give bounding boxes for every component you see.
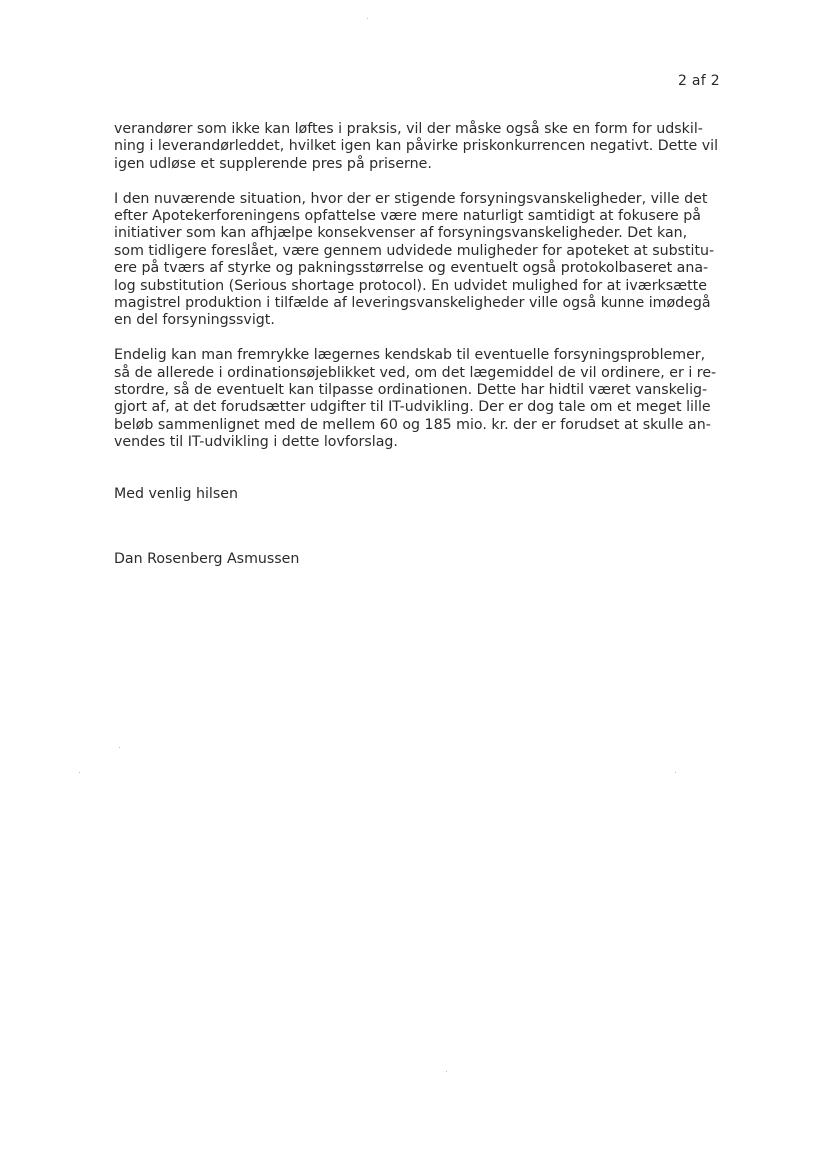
paragraph-3 bbox=[114, 347, 724, 451]
scan-speck bbox=[367, 18, 368, 19]
closing-salutation: Med venlig hilsen bbox=[114, 486, 238, 502]
scan-speck bbox=[79, 772, 80, 773]
text-line: efter Apotekerforeningens opfattelse være mere naturligt samtidigt at fokusere på bbox=[114, 208, 701, 225]
text-line: gjort af, at det forudsætter udgifter til IT-udvikling. Der er dog tale om et meget lille bbox=[114, 399, 711, 416]
text-line: en del forsyningssvigt. bbox=[114, 312, 275, 329]
scan-speck bbox=[119, 747, 120, 748]
text-line: så de allerede i ordinationsøjeblikket ved, om det lægemiddel de vil ordinere, er i re- bbox=[114, 364, 717, 381]
text-line: Endelig kan man fremrykke lægernes kendskab til eventuelle forsyningsproblemer, bbox=[114, 347, 706, 364]
page-number: 2 af 2 bbox=[677, 73, 720, 89]
signature-name: Dan Rosenberg Asmussen bbox=[114, 551, 300, 567]
scan-speck bbox=[675, 772, 676, 773]
paragraph-1 bbox=[114, 121, 724, 173]
text-line: stordre, så de eventuelt kan tilpasse ordinationen. Dette har hidtil været vanskelig- bbox=[114, 382, 708, 399]
text-line: igen udløse et supplerende pres på priserne. bbox=[114, 155, 432, 172]
letter-body bbox=[114, 121, 724, 452]
text-line: magistrel produktion i tilfælde af leveringsvanskeligheder ville også kunne imødegå bbox=[114, 295, 711, 312]
text-line: verandører som ikke kan løftes i praksis, vil der måske også ske en form for udskil- bbox=[114, 121, 703, 137]
scan-speck bbox=[446, 1071, 447, 1072]
text-line: vendes til IT-udvikling i dette lovforslag. bbox=[114, 434, 398, 451]
text-line: som tidligere foreslået, være gennem udvidede muligheder for apoteket at substitu- bbox=[114, 242, 715, 259]
text-line: log substitution (Serious shortage protocol). En udvidet mulighed for at iværksætte bbox=[114, 277, 707, 294]
paragraph-2 bbox=[114, 191, 724, 330]
text-line: initiativer som kan afhjælpe konsekvenser af forsyningsvanskeligheder. Det kan, bbox=[114, 225, 688, 242]
text-line: ere på tværs af styrke og pakningsstørrelse og eventuelt også protokolbaseret ana- bbox=[114, 260, 709, 277]
text-line: ning i leverandørleddet, hvilket igen kan påvirke priskonkurrencen negativt. Dette vil bbox=[114, 138, 719, 155]
text-line: I den nuværende situation, hvor der er stigende forsyningsvanskeligheder, ville det bbox=[114, 190, 708, 207]
text-line: beløb sammenlignet med de mellem 60 og 185 mio. kr. der er forudset at skulle an- bbox=[114, 416, 711, 433]
